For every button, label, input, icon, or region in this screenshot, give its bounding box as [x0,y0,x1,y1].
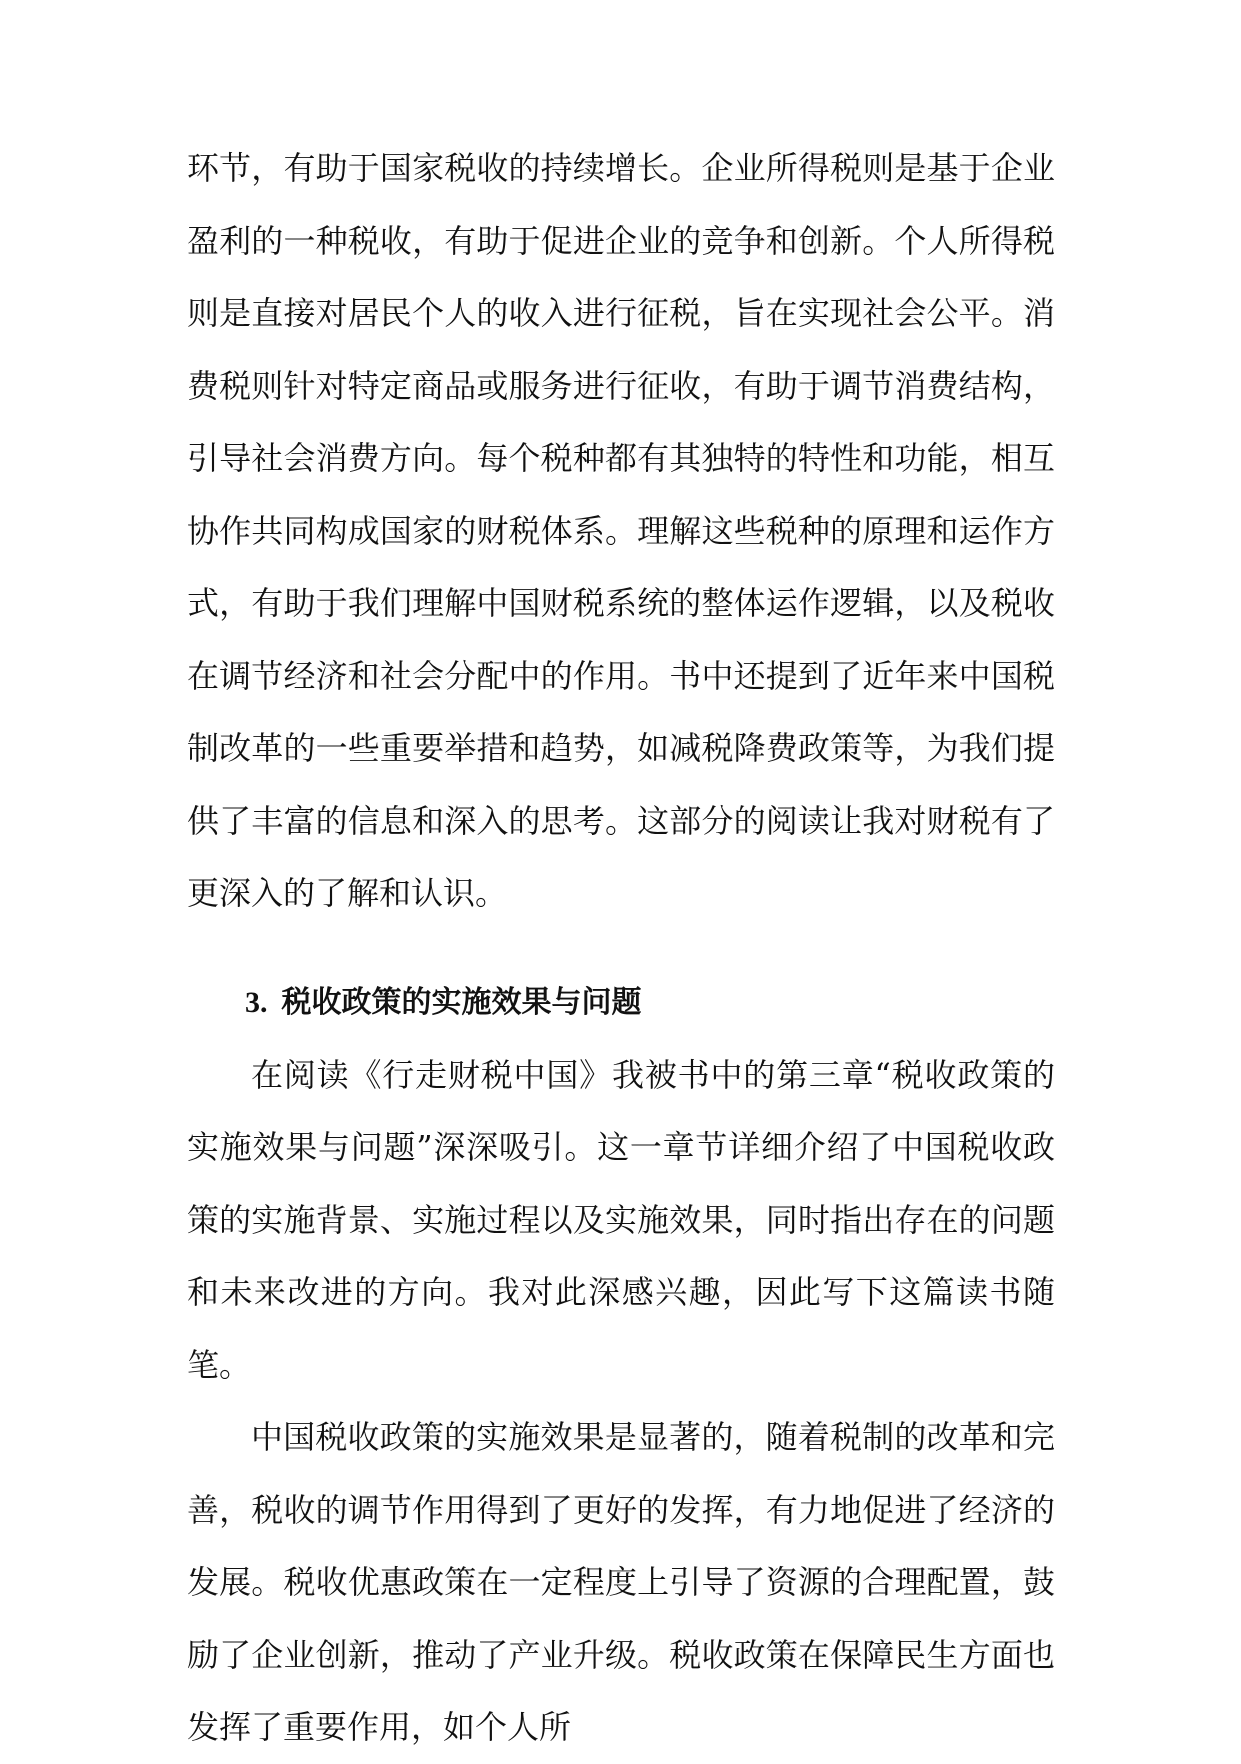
section-title: 税收政策的实施效果与问题 [281,984,642,1020]
document-page [187,132,1055,1764]
section-heading [187,967,1055,1039]
body-paragraph-continued: 环节，有助于国家税收的持续增长。企业所得税则是基于企业盈利的一种税收，有助于促进企业的竞争和创新。个人所得税则是直接对居民个人的收入进行征税，旨在实现社会公平。消费税则针对特定商品或服务进行征收，有助于调节消费结构，引导社会消费方向。每个税种都有其独特的特性和功能，相互协作共同构成国家的财税体系。理解这些税种的原理和运作方式，有助于我们理解中国财税系统的整体运作逻辑，以及税收在调节经济和社会分配中的作用。书中还提到了近年来中国税制改革的一些重要举措和趋势，如减税降费政策等，为我们提供了丰富的信息和深入的思考。这部分的阅读让我对财税有了更深入的了解和认识。 [187,149,1055,912]
body-paragraph-effects: 中国税收政策的实施效果是显著的，随着税制的改革和完善，税收的调节作用得到了更好的发挥，有力地促进了经济的发展。税收优惠政策在一定程度上引导了资源的合理配置，鼓励了企业创新，推动了产业升级。税收政策在保障民生方面也发挥了重要作用，如个人所 [187,1418,1055,1746]
section-number: 3. [245,985,268,1019]
body-paragraph-intro: 在阅读《行走财税中国》我被书中的第三章“税收政策的实施效果与问题”深深吸引。这一章节详细介绍了中国税收政策的实施背景、实施过程以及实施效果，同时指出存在的问题和未来改进的方向。我对此深感兴趣，因此写下这篇读书随笔。 [187,1055,1055,1384]
